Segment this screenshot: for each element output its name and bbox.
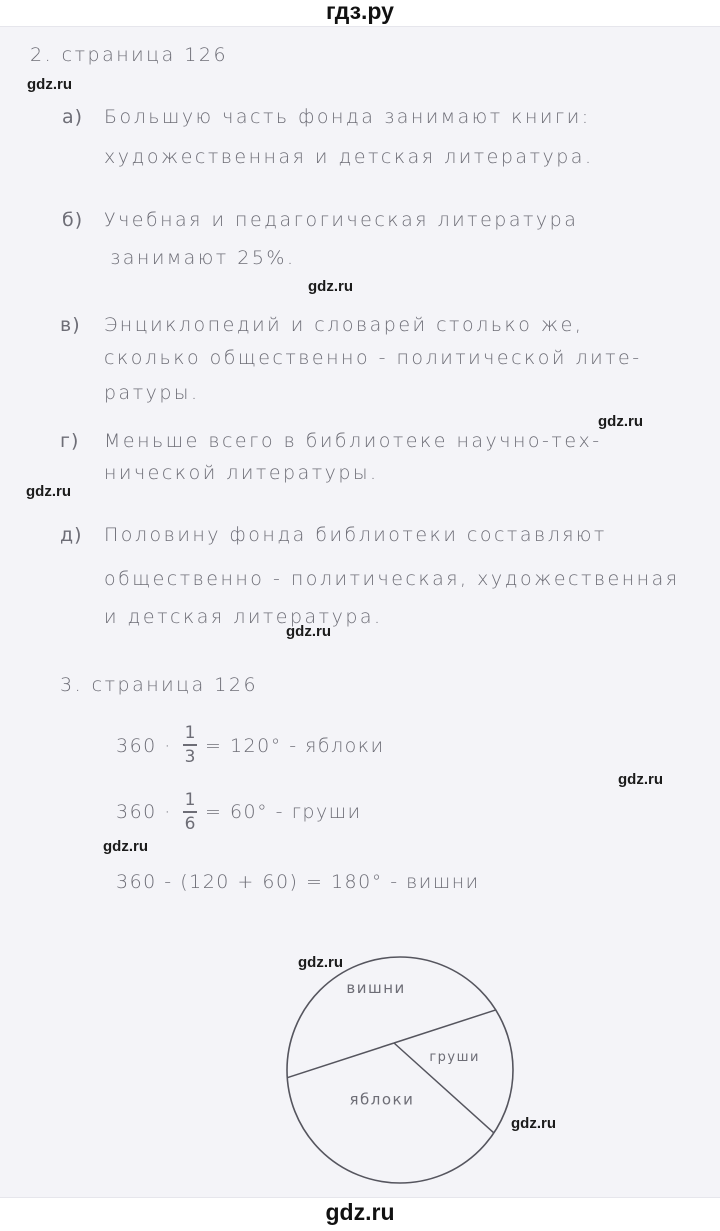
- pie-boundary-0: [287, 1043, 394, 1078]
- watermark: gdz.ru: [308, 278, 353, 295]
- watermark: gdz.ru: [103, 838, 148, 855]
- fraction-bar: [183, 744, 197, 746]
- item-a-letter: а): [62, 106, 84, 128]
- site-header: гдз.ру: [326, 0, 394, 24]
- watermark: gdz.ru: [26, 483, 71, 500]
- item-d-line3: и детская литература.: [104, 606, 383, 628]
- task3-heading: 3. страница 126: [60, 674, 259, 696]
- calc1-denominator: 3: [184, 746, 196, 767]
- item-v-letter: в): [60, 314, 81, 336]
- task2-heading: 2. страница 126: [30, 44, 229, 66]
- pie-label-0: вишни: [346, 978, 406, 997]
- item-b-line1: Учебная и педагогическая литература: [104, 209, 579, 231]
- item-b-letter: б): [62, 209, 84, 231]
- watermark: gdz.ru: [298, 954, 343, 971]
- item-d-line1: Половину фонда библиотеки составляют: [104, 524, 607, 546]
- calc1-numerator: 1: [184, 723, 196, 743]
- pie-chart: [270, 940, 530, 1200]
- site-footer: gdz.ru: [325, 1199, 395, 1225]
- item-a-line2: художественная и детская литература.: [104, 146, 594, 168]
- watermark: gdz.ru: [286, 623, 331, 640]
- item-v-line1: Энциклопедий и словарей столько же,: [104, 314, 584, 336]
- calc2-suffix: = 60° - груши: [205, 801, 362, 823]
- calc1-prefix: 360 ·: [116, 735, 172, 757]
- item-v-line2: сколько общественно - политической лите-: [104, 347, 642, 369]
- item-g-line2: нической литературы.: [104, 462, 379, 484]
- pie-label-2: яблоки: [349, 1090, 415, 1109]
- calc1-suffix: = 120° - яблоки: [205, 735, 385, 757]
- item-a-line1: Большую часть фонда занимают книги:: [104, 106, 591, 128]
- calc1-fraction: [183, 723, 197, 767]
- item-b-line2: занимают 25%.: [110, 247, 296, 269]
- calc2-numerator: 1: [184, 790, 196, 810]
- pie-label-1: груши: [429, 1049, 480, 1065]
- item-d-letter: д): [60, 524, 83, 546]
- item-g-letter: г): [60, 430, 80, 452]
- watermark: gdz.ru: [27, 76, 72, 93]
- calc2-fraction: [183, 790, 197, 834]
- calc3-line: 360 - (120 + 60) = 180° - вишни: [116, 871, 480, 893]
- watermark: gdz.ru: [618, 771, 663, 788]
- pie-boundary-1: [394, 1010, 496, 1043]
- item-g-line1: Меньше всего в библиотеке научно-тех-: [104, 430, 602, 452]
- calc2-prefix: 360 ·: [116, 801, 172, 823]
- item-d-line2: общественно - политическая, художественная: [104, 568, 680, 590]
- calc2-denominator: 6: [184, 813, 196, 834]
- watermark: gdz.ru: [598, 413, 643, 430]
- watermark: gdz.ru: [511, 1115, 556, 1132]
- item-v-line3: ратуры.: [104, 382, 200, 404]
- fraction-bar: [183, 811, 197, 813]
